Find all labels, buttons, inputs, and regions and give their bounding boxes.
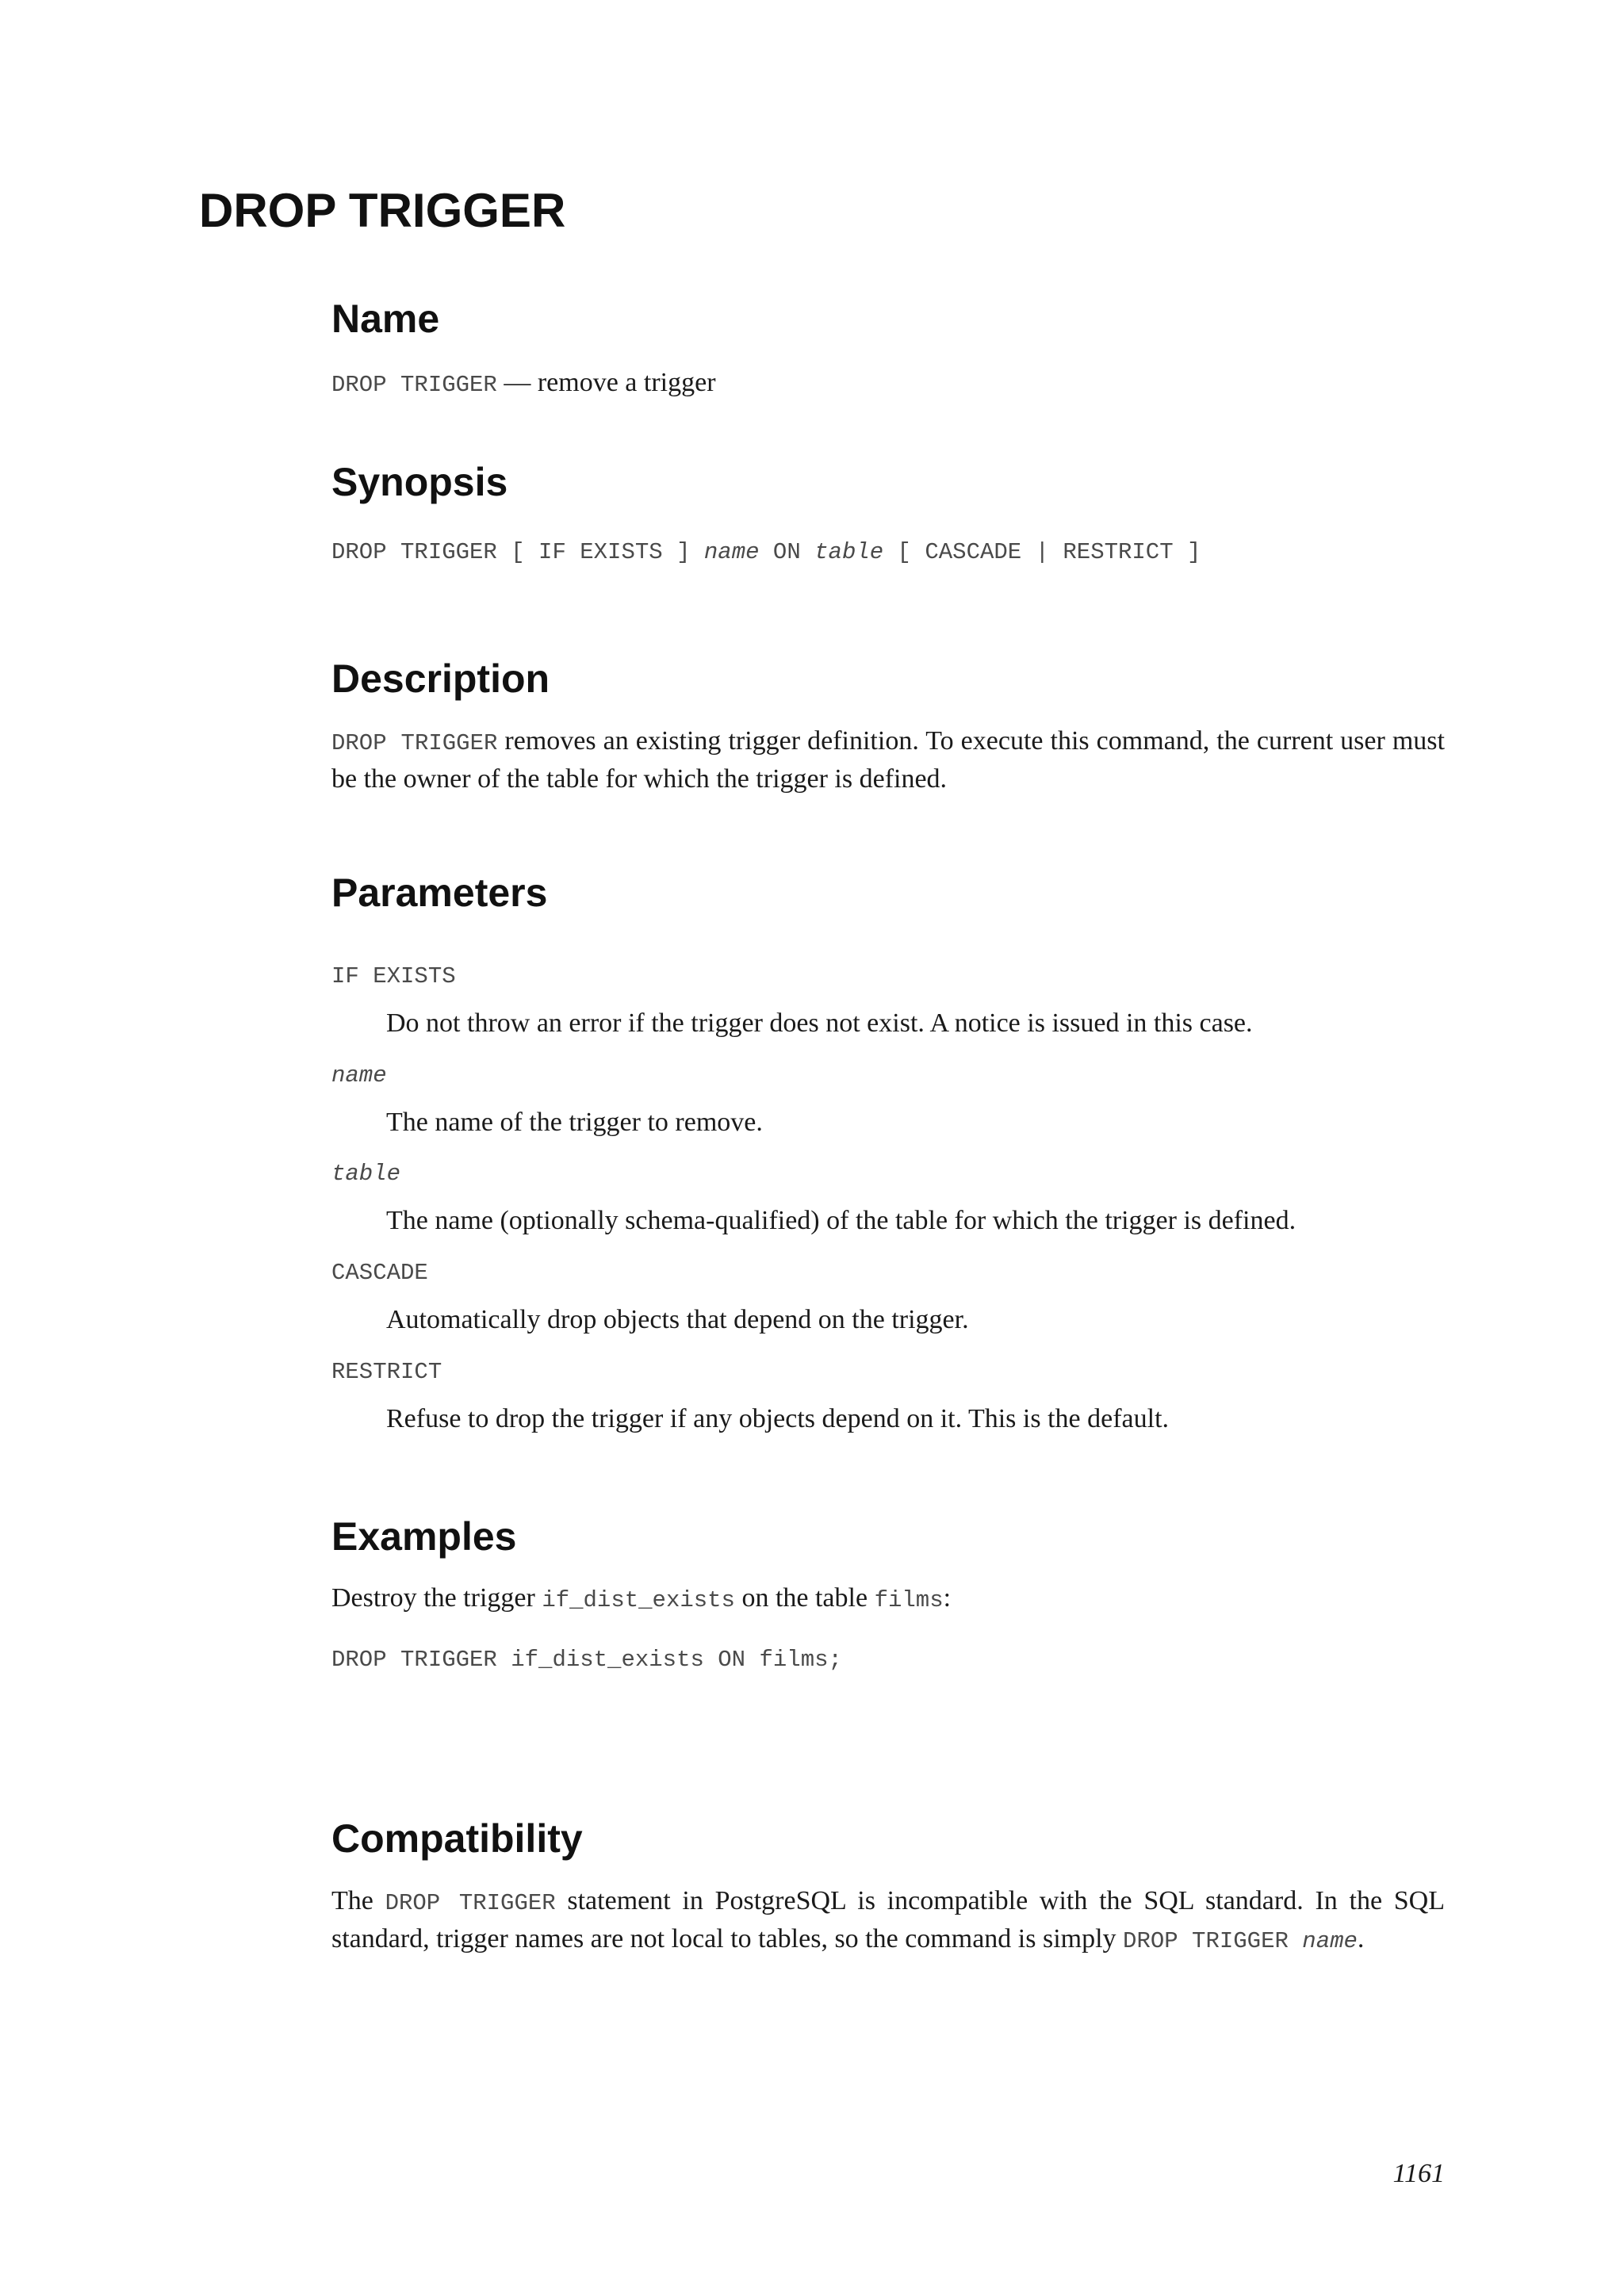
param-definition: The name of the trigger to remove. xyxy=(386,1108,763,1137)
synopsis-part: ON xyxy=(759,539,815,565)
description-heading: Description xyxy=(331,656,550,701)
description-command: DROP TRIGGER xyxy=(331,730,498,756)
synopsis-part: DROP TRIGGER [ IF EXISTS ] xyxy=(331,539,704,565)
param-definition: Refuse to drop the trigger if any objects depend on it. This is the default. xyxy=(386,1404,1170,1433)
parameters-heading: Parameters xyxy=(331,871,548,915)
example-table-name: films xyxy=(874,1587,944,1613)
param-term: IF EXISTS xyxy=(331,963,456,989)
examples-heading: Examples xyxy=(331,1514,517,1559)
compat-name-param: name xyxy=(1302,1928,1358,1954)
synopsis-heading: Synopsis xyxy=(331,460,508,504)
compat-part: statement in PostgreSQL is incompatible with the SQL standard. In the SQL standard, trigger names are not local to tables, so the command is simply xyxy=(331,1886,1445,1954)
param-definition: Do not throw an error if the trigger does not exist. A notice is issued in this case. xyxy=(386,1008,1253,1038)
compat-command: DROP TRIGGER xyxy=(1123,1928,1289,1954)
synopsis-part: [ CASCADE | RESTRICT ] xyxy=(883,539,1201,565)
compat-part: . xyxy=(1357,1924,1365,1954)
page-number: 1161 xyxy=(1392,2159,1445,2188)
param-definition: Automatically drop objects that depend on the trigger. xyxy=(386,1305,969,1334)
command-purpose: — remove a trigger xyxy=(496,368,716,397)
compat-command: DROP TRIGGER xyxy=(385,1890,556,1916)
examples-intro-part: Destroy the trigger xyxy=(331,1583,542,1613)
description-text xyxy=(331,723,1445,797)
example-code: DROP TRIGGER if_dist_exists ON films; xyxy=(331,1647,842,1673)
examples-intro-part: : xyxy=(943,1583,952,1613)
description-body: removes an existing trigger definition. To execute this command, the current user must be the owner of the table for which the trigger is defined. xyxy=(331,726,1445,794)
synopsis-code xyxy=(331,537,1201,568)
param-term: name xyxy=(331,1062,387,1089)
command-name: DROP TRIGGER xyxy=(331,372,497,398)
compatibility-text xyxy=(331,1883,1445,1959)
examples-intro-part: on the table xyxy=(734,1583,875,1613)
param-definition: The name (optionally schema-qualified) of the table for which the trigger is defined. xyxy=(386,1206,1297,1235)
synopsis-name-param: name xyxy=(703,539,760,565)
param-term: table xyxy=(331,1161,401,1187)
compat-part: The xyxy=(331,1886,385,1915)
compatibility-heading: Compatibility xyxy=(331,1816,583,1861)
name-summary xyxy=(331,365,1445,403)
page-title: DROP TRIGGER xyxy=(199,184,566,237)
param-term: RESTRICT xyxy=(331,1359,442,1385)
param-term: CASCADE xyxy=(331,1260,428,1286)
name-heading: Name xyxy=(331,297,440,341)
examples-intro xyxy=(331,1580,1445,1618)
synopsis-table-param: table xyxy=(814,539,884,565)
example-trigger-name: if_dist_exists xyxy=(542,1587,735,1613)
